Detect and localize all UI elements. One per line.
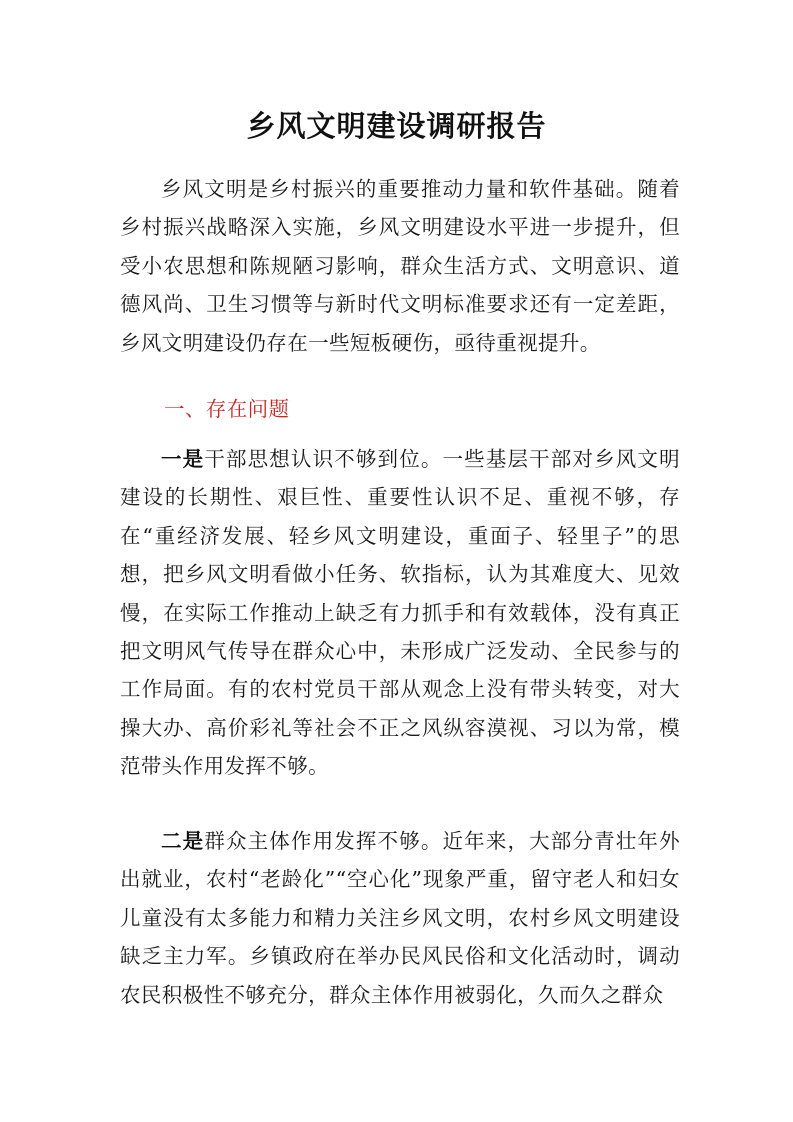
point-two-lead: 二是 xyxy=(161,829,205,853)
point-one-paragraph xyxy=(120,440,680,786)
intro-paragraph xyxy=(120,170,680,362)
point-two-text: 群众主体作用发挥不够。近年来，大部分青壮年外出就业，农村“老龄化”“空心化”现象严重，留守老人和妇女儿童没有太多能力和精力关注乡风文明，农村乡风文明建设缺乏主力军。乡镇政府在举办民风民俗和文化活动时，调动农民积极性不够充分，群众主体作用被弱化，久而久之群众 xyxy=(120,829,680,1007)
document-title: 乡风文明建设调研报告 xyxy=(246,109,547,143)
point-two-paragraph xyxy=(120,822,680,1014)
intro-text: 乡风文明是乡村振兴的重要推动力量和软件基础。随着乡村振兴战略深入实施，乡风文明建设水平进一步提升，但受小农思想和陈规陋习影响，群众生活方式、文明意识、道德风尚、卫生习惯等与新时代文明标准要求还有一定差距，乡风文明建设仍存在一些短板硬伤，亟待重视提升。 xyxy=(120,177,680,355)
section-heading-problems: 一、存在问题 xyxy=(164,397,290,421)
point-one-text: 干部思想认识不够到位。一些基层干部对乡风文明建设的长期性、艰巨性、重要性认识不足、重视不够，存在“重经济发展、轻乡风文明建设，重面子、轻里子”的思想，把乡风文明看做小任务、软指标，认为其难度大、见效慢，在实际工作推动上缺乏有力抓手和有效载体，没有真正把文明风气传导在群众心中，未形成广泛发动、全民参与的工作局面。有的农村党员干部从观念上没有带头转变，对大操大办、高价彩礼等社会不正之风纵容漠视、习以为常，模范带头作用发挥不够。 xyxy=(120,447,680,779)
point-one-lead: 一是 xyxy=(161,447,205,471)
